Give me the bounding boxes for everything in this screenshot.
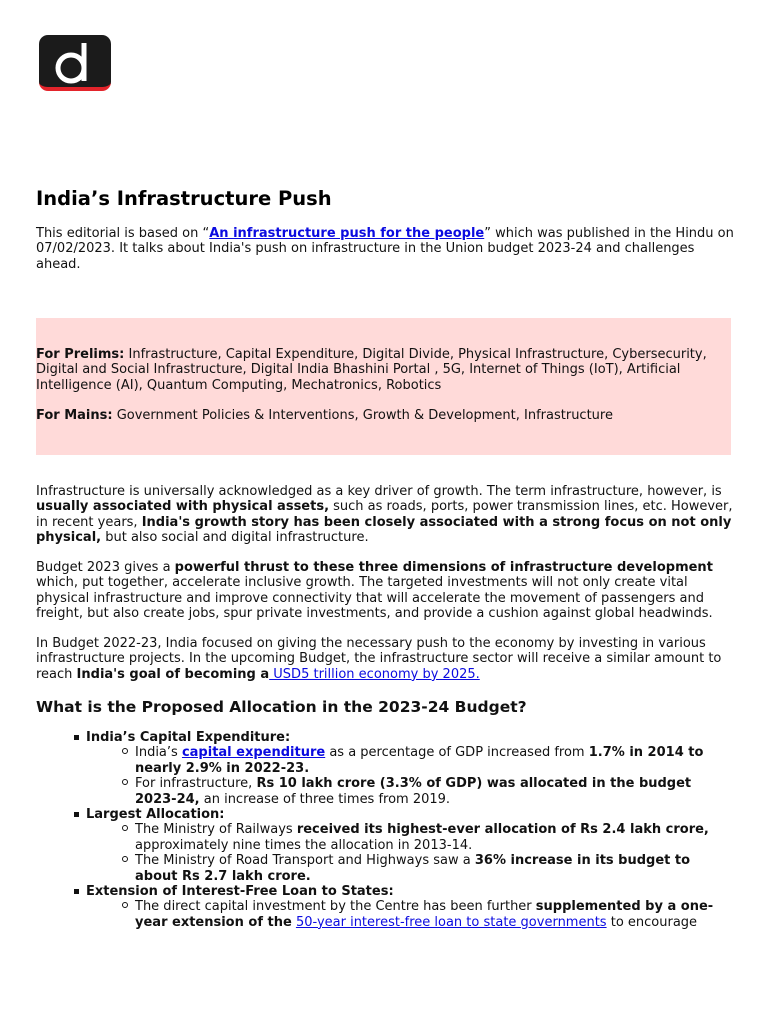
list-item-largest-allocation (86, 807, 736, 884)
section-heading: What is the Proposed Allocation in the 2023-24 Budget? (36, 698, 527, 716)
sub-list-item: The Ministry of Road Transport and Highways saw a 36% increase in its budget to about Rs 2.7 lakh crore. (135, 853, 736, 884)
list-item-heading: India’s Capital Expenditure: (86, 730, 291, 745)
prelims-label: For Prelims: (36, 347, 125, 362)
sub-list-item: The direct capital investment by the Centre has been further supplemented by a one-year extension of the 50-year interest-free loan to state governments to encourage (135, 899, 736, 930)
page-title: India’s Infrastructure Push (36, 187, 332, 210)
paragraph-infrastructure-intro: Infrastructure is universally acknowledged as a key driver of growth. The term infrastructure, however, is usually associated with physical assets, such as roads, ports, power transmission lines, etc. However, in recent years, India's growth story has been closely associated with a strong focus on not only physical, but also social and digital infrastructure. (36, 484, 733, 546)
allocation-list (36, 730, 736, 930)
site-logo[interactable] (39, 35, 111, 91)
intro-text: This editorial is based on “ (36, 226, 210, 241)
sub-list-item: The Ministry of Railways received its highest-ever allocation of Rs 2.4 lakh crore, approximately nine times the allocation in 2013-14. (135, 822, 736, 853)
paragraph-budget-2023: Budget 2023 gives a powerful thrust to these three dimensions of infrastructure development which, put together, accelerate inclusive growth. The targeted investments will not only create vital physical infrastructure and improve connectivity that will accelerate the movement of passengers and freight, but also create jobs, spur private investments, and provide a cushion against global headwinds. (36, 560, 713, 622)
prelims-topics (36, 347, 716, 393)
intro-text-rest: ” which was published in the Hindu on 07/02/2023. It talks about India's push on infrastructure in the Union budget 2023-24 and challenges ahead. (36, 226, 734, 272)
sub-list (86, 899, 736, 930)
intro-paragraph (36, 226, 736, 272)
usd5-trillion-link[interactable]: USD5 trillion economy by 2025. (269, 666, 480, 682)
syllabus-callout (36, 318, 731, 455)
prelims-text: Infrastructure, Capital Expenditure, Digital Divide, Physical Infrastructure, Cybersecurity, Digital and Social Infrastructure, Digital India Bhashini Portal , 5G, Internet of Things (IoT), Artificial Intelligence (AI), Quantum Computing, Mechatronics, Robotics (36, 347, 707, 393)
interest-free-loan-link[interactable]: 50-year interest-free loan to state governments (295, 914, 607, 930)
list-item-heading: Extension of Interest-Free Loan to States: (86, 884, 394, 900)
mains-label: For Mains: (36, 408, 113, 423)
mains-topics (36, 408, 716, 423)
list-item-heading: Largest Allocation: (86, 807, 225, 823)
list-item-capex (86, 730, 736, 807)
sub-list (86, 745, 736, 807)
list-item-interest-free-loan (86, 884, 736, 930)
logo-letter-d-icon (39, 35, 111, 87)
sub-list-item: For infrastructure, Rs 10 lakh crore (3.3% of GDP) was allocated in the budget 2023-24, an increase of three times from 2019. (135, 776, 736, 807)
capital-expenditure-link[interactable]: capital expenditure (181, 745, 326, 761)
mains-text: Government Policies & Interventions, Growth & Development, Infrastructure (112, 408, 613, 423)
source-article-link[interactable]: An infrastructure push for the people (209, 226, 485, 241)
sub-list-item: India’s capital expenditure as a percentage of GDP increased from 1.7% in 2014 to nearly 2.9% in 2022-23. (135, 745, 736, 776)
paragraph-budget-2022: In Budget 2022-23, India focused on giving the necessary push to the economy by investing in various infrastructure projects. In the upcoming Budget, the infrastructure sector will receive a similar amount to reach India's goal of becoming a USD5 trillion economy by 2025. (36, 636, 722, 682)
sub-list (86, 822, 736, 884)
